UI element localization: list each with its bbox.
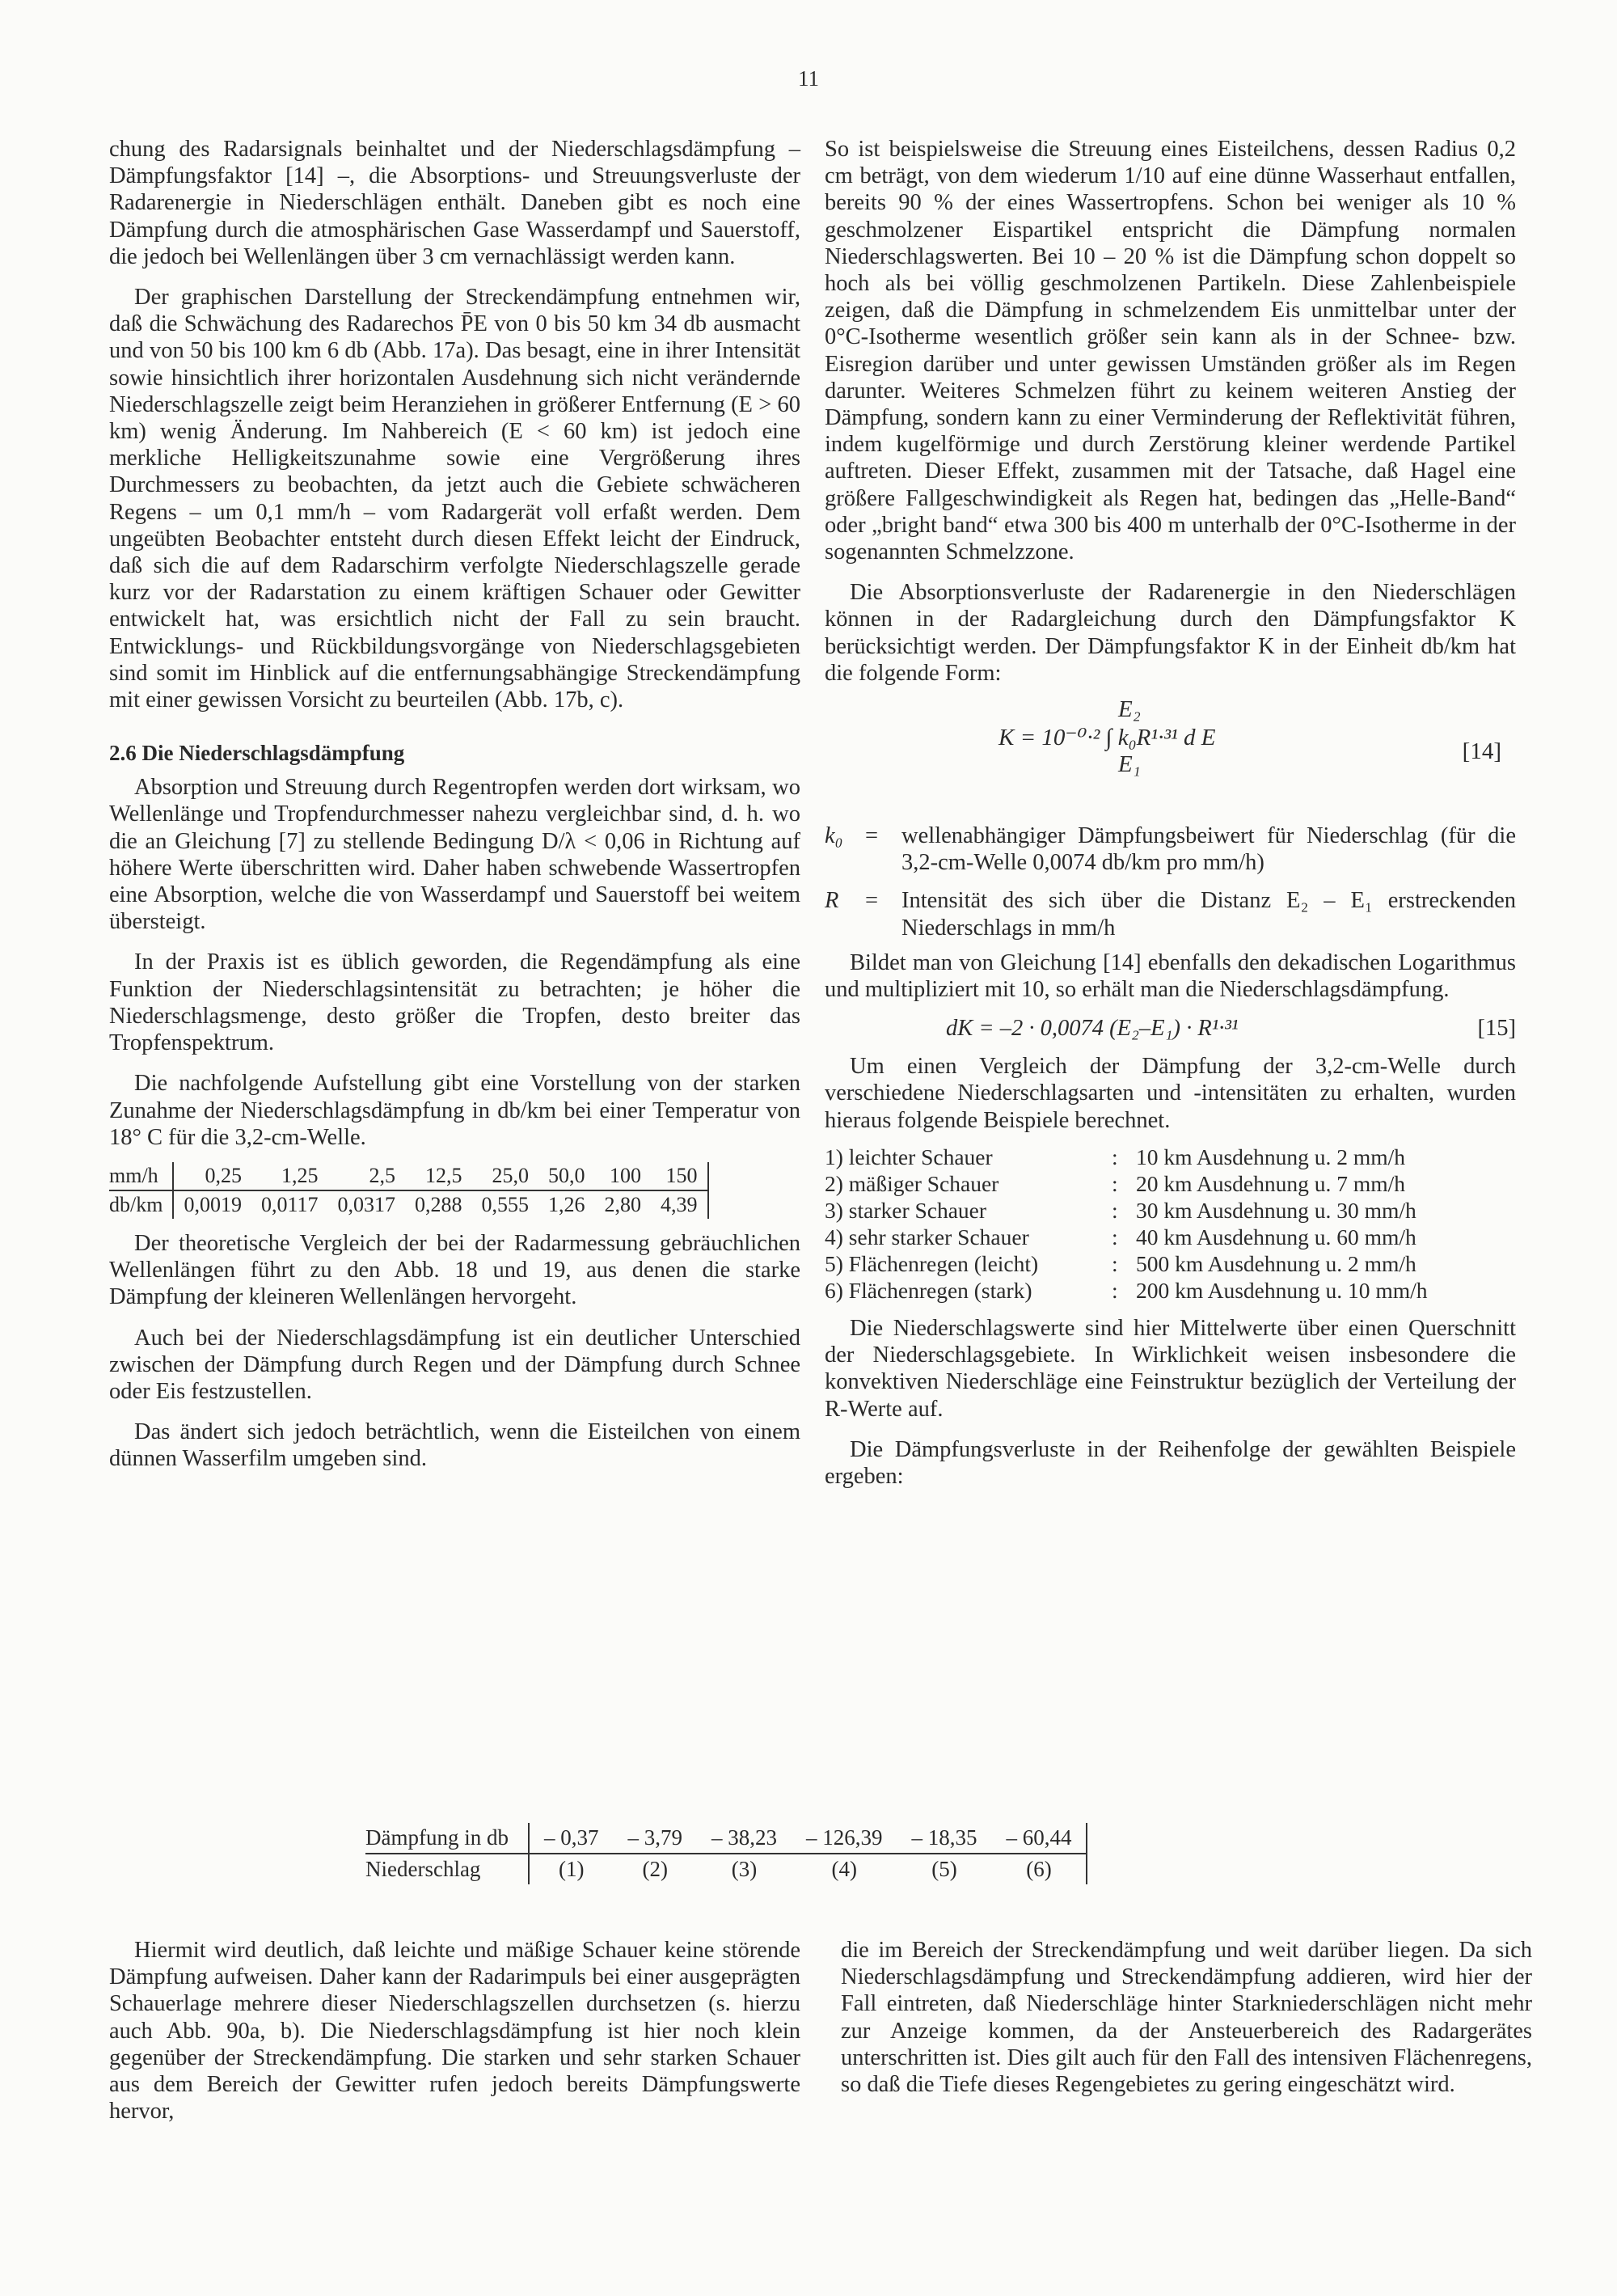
table-cell: 0,0019 <box>184 1192 242 1216</box>
paragraph: Auch bei der Niederschlagsdämpfung ist ein deutlicher Unterschied zwischen der Dämpfung durch Regen und der Dämpfung durch Schnee oder Eis festzustellen. <box>109 1325 800 1404</box>
table-row-label: Dämpfung in db <box>365 1823 529 1854</box>
table-row-label: Niederschlag <box>365 1854 529 1884</box>
paragraph: Bildet man von Gleichung [14] ebenfalls den dekadischen Logarithmus und multipliziert mit 10, so erhält man die Niederschlagsdämpfung. <box>825 949 1516 1003</box>
table-cell: 0,25 <box>173 1162 251 1190</box>
paragraph: In der Praxis ist es üblich geworden, die Regendämpfung als eine Funktion der Niederschlagsintensität zu betrachten; je höher die Niederschlagsmenge, desto größer die Tropfen, desto breiter das Tropfenspektrum. <box>109 949 800 1056</box>
paragraph: Die nachfolgende Aufstellung gibt eine Vorstellung von der starken Zunahme der Niederschlagsdämpfung in db/km bei einer Temperatur von 18° C für die 3,2-cm-Welle. <box>109 1071 800 1150</box>
table-cell: 0,0117 <box>260 1192 319 1216</box>
equation-body: K = 10⁻⁰·² ∫ k₀R¹·³¹ d E <box>998 725 1216 751</box>
equation-expression <box>998 696 1215 778</box>
colon: : <box>1112 1197 1118 1223</box>
table-cell: (3) <box>731 1857 758 1881</box>
table-row-label: mm/h <box>109 1162 173 1190</box>
example-name: 5) Flächenregen (leicht) <box>825 1250 1039 1276</box>
table-cell: – 38,23 <box>697 1823 792 1854</box>
symbol: k₀ <box>825 823 843 849</box>
table-cell: (2) <box>642 1857 668 1881</box>
example-value: 500 km Ausdehnung u. 2 mm/h <box>1136 1250 1416 1276</box>
table-cell: (1) <box>558 1857 585 1881</box>
equals-sign: = <box>865 823 879 849</box>
example-name: 1) leichter Schauer <box>825 1144 993 1169</box>
colon: : <box>1112 1250 1118 1276</box>
table-cell: 4,39 <box>651 1190 708 1219</box>
example-name: 2) mäßiger Schauer <box>825 1170 999 1196</box>
bottom-right-column <box>841 1937 1532 2098</box>
example-value: 10 km Ausdehnung u. 2 mm/h <box>1136 1144 1406 1169</box>
right-column <box>825 136 1516 1490</box>
paragraph: Der graphischen Darstellung der Streckendämpfung entnehmen wir, daß die Schwächung des Radarechos P̄E von 0 bis 50 km 34 db ausmacht und von 50 bis 100 km 6 db (Abb. 17a). Das besagt, eine in ihrer Intensität sowie hinsichtlich ihrer horizontalen Ausdehnung sich nicht verändernde Niederschlagszelle zeigt beim Heranziehen in größerer Entfernung (E > 60 km) wenig Änderung. Im Nahbereich (E < 60 km) ist jedoch eine merkliche Helligkeitszunahme sowie eine Vergrößerung ihres Durchmessers zu beobachten, da jetzt auch die Gebiete schwächeren Regens – um 0,1 mm/h – vom Radargerät voll erfaßt werden. Dem ungeübten Beobachter entsteht durch diesen Effekt leicht der Eindruck, daß sich die auf dem Radarschirm verfolgte Niederschlagszelle gerade kurz vor der Radarstation zu einem kräftigen Schauer oder Gewitter entwickelt hat, was ersichtlich nicht der Fall zu sein braucht. Entwicklungs- und Rückbildungsvorgänge von Niederschlagsgebieten sind somit im Hinblick auf die entfernungsabhängige Streckendämpfung mit einer gewissen Vorsicht zu beurteilen (Abb. 17b, c). <box>109 285 800 713</box>
list-item <box>825 1277 1516 1304</box>
equation-body: dK = –2 · 0,0074 (E₂–E₁) · R¹·³¹ <box>946 1016 1239 1042</box>
table-cell: 0,0317 <box>337 1192 395 1216</box>
left-column <box>109 136 800 1473</box>
definition-list <box>825 822 1516 941</box>
symbol: R <box>825 888 839 914</box>
definition-R <box>825 887 1516 941</box>
example-value: 40 km Ausdehnung u. 60 mm/h <box>1136 1224 1416 1249</box>
table-cell: 0,555 <box>481 1192 529 1216</box>
table-cell: 50,0 <box>538 1162 595 1190</box>
paragraph: Hiermit wird deutlich, daß leichte und mäßige Schauer keine störende Dämpfung aufweisen. Daher kann der Radarimpuls bei einer ausgeprägten Schauerlage mehrere dieser Niederschlagszellen durchsetzen (s. hierzu auch Abb. 90a, b). Die Niederschlagsdämpfung ist hier noch klein gegenüber der Streckendämpfung. Die starken und sehr starken Schauer aus dem Bereich der Gewitter rufen jedoch bereits Dämpfungswerte hervor, <box>109 1938 800 2125</box>
example-name: 3) starker Schauer <box>825 1197 987 1223</box>
paragraph: Der theoretische Vergleich der bei der Radarmessung gebräuchlichen Wellenlängen führt zu den Abb. 18 und 19, aus denen die starke Dämpfung der kleineren Wellenlängen hervorgeht. <box>109 1230 800 1310</box>
equation-number: [14] <box>1462 738 1501 765</box>
colon: : <box>1112 1224 1118 1249</box>
paragraph: Die Niederschlagswerte sind hier Mittelwerte über einen Querschnitt der Niederschlagsgebiete. In Wirklichkeit weisen insbesondere die konvektiven Niederschläge eine Feinstruktur bezüglich der Verteilung der R-Werte auf. <box>825 1315 1516 1422</box>
table-cell: (6) <box>991 1854 1087 1884</box>
equation-15 <box>825 1016 1516 1042</box>
paragraph: die im Bereich der Streckendämpfung und weit darüber liegen. Da sich Niederschlagsdämpfung und Streckendämpfung addieren, wird hier der Fall eintreten, daß Niederschläge hinter Starkniederschlägen nicht mehr zur Anzeige kommen, da der Ansteuerbereich des Radargerätes unterschritten ist. Dies gilt auch für den Fall des intensiven Flächenregens, so daß die Tiefe dieses Regengebietes zu gering eingeschätzt wird. <box>841 1938 1532 2098</box>
table-cell: 2,5 <box>328 1162 406 1190</box>
integral-upper-limit: E₂ <box>1118 696 1141 723</box>
list-item <box>825 1170 1516 1197</box>
attenuation-table <box>109 1162 709 1219</box>
integral-lower-limit: E₁ <box>1118 751 1141 778</box>
table-row-label: db/km <box>109 1190 173 1219</box>
colon: : <box>1112 1277 1118 1303</box>
attenuation-results-table <box>365 1823 1087 1884</box>
list-item <box>825 1250 1516 1277</box>
colon: : <box>1112 1144 1118 1169</box>
list-item <box>825 1197 1516 1224</box>
bottom-left-column <box>109 1937 800 2125</box>
example-value: 20 km Ausdehnung u. 7 mm/h <box>1136 1170 1406 1196</box>
example-value: 200 km Ausdehnung u. 10 mm/h <box>1136 1277 1428 1303</box>
table-cell: – 18,35 <box>897 1823 991 1854</box>
table-cell: 150 <box>651 1162 708 1190</box>
paragraph: Das ändert sich jedoch beträchtlich, wenn die Eisteilchen von einem dünnen Wasserfilm umgeben sind. <box>109 1419 800 1472</box>
paragraph: So ist beispielsweise die Streuung eines Eisteilchens, dessen Radius 0,2 cm beträgt, von dem wiederum 1/10 auf eine dünne Wasserhaut entfallen, bereits 90 % der eines Wassertropfens. Schon bei weniger als 10 % geschmolzener Eispartikel entspricht die Dämpfung normalen Niederschlagswerten. Bei 10 – 20 % ist die Dämpfung schon doppelt so hoch als bei völlig geschmolzenen Partikeln. Diese Zahlenbeispiele zeigen, daß die Dämpfung in schmelzendem Eis unmittelbar unter der 0°C-Isotherme wesentlich größer sein kann als in der Schnee- bzw. Eisregion darüber und unter gewissen Umständen größer als im Regen darunter. Weiteres Schmelzen führt zu keinem weiteren Anstieg der Dämpfung, sondern kann zu einer Verminderung der Reflektivität führen, indem kugelförmige und durch Zerstörung kleiner werdende Partikel auftreten. Dieser Effekt, zusammen mit der Tatsache, daß Hagel eine größere Fallgeschwindigkeit als Regen hat, bedingen das „Helle-Band“ oder „bright band“ etwa 300 bis 400 m unterhalb der 0°C-Isotherme in der sogenannten Schmelzzone. <box>825 137 1516 565</box>
example-value: 30 km Ausdehnung u. 30 mm/h <box>1136 1197 1416 1223</box>
example-name: 4) sehr starker Schauer <box>825 1224 1029 1249</box>
page-number: 11 <box>798 66 819 91</box>
table-cell: – 60,44 <box>991 1823 1087 1854</box>
table-cell: 0,288 <box>415 1192 462 1216</box>
table-cell: – 3,79 <box>613 1823 697 1854</box>
equation-number: [15] <box>1477 1016 1516 1042</box>
equals-sign: = <box>865 888 879 914</box>
definition-k0 <box>825 822 1516 876</box>
list-item <box>825 1144 1516 1170</box>
paragraph: chung des Radarsignals beinhaltet und der Niederschlagsdämpfung – Dämpfungsfaktor [14] –, die Absorptions- und Streuungsverluste der Radarenergie in Niederschlägen enthält. Daneben gibt es noch eine Dämpfung durch die atmosphärischen Gase Wasserdampf und Sauerstoff, die jedoch bei Wellenlängen über 3 cm vernachlässigt werden kann. <box>109 137 800 269</box>
table-cell: 100 <box>595 1162 652 1190</box>
paragraph: Die Absorptionsverluste der Radarenergie in den Niederschlägen können in der Radargleichung durch den Dämpfungsfaktor K berücksichtigt werden. Der Dämpfungsfaktor K in der Einheit db/km hat die folgende Form: <box>825 580 1516 686</box>
examples-list <box>825 1144 1516 1304</box>
definition-text: Intensität des sich über die Distanz E₂ – E₁ erstreckenden Niederschlags in mm/h <box>901 888 1516 941</box>
paragraph: Die Dämpfungsverluste in der Reihenfolge der gewählten Beispiele ergeben: <box>825 1436 1516 1489</box>
definition-text: wellenabhängiger Dämpfungsbeiwert für Niederschlag (für die 3,2-cm-Welle 0,0074 db/km pro mm/h) <box>901 823 1516 876</box>
table-cell: 12,5 <box>405 1162 472 1190</box>
paragraph: Absorption und Streuung durch Regentropfen werden dort wirksam, wo Wellenlänge und Tropfendurchmesser nahezu vergleichbar sind, d. h. wo die an Gleichung [7] zu stellende Bedingung D/λ < 0,06 in Richtung auf höhere Werte überschritten wird. Daher haben schwebende Wassertropfen eine Absorption, welche die von Wasserdampf und Sauerstoff bei weitem übersteigt. <box>109 775 800 935</box>
table-cell: 2,80 <box>604 1192 641 1216</box>
list-item <box>825 1224 1516 1250</box>
table-cell: – 126,39 <box>792 1823 897 1854</box>
table-cell: 25,0 <box>472 1162 539 1190</box>
paragraph: Um einen Vergleich der Dämpfung der 3,2-cm-Welle durch verschiedene Niederschlagsarten und -intensitäten zu erhalten, wurden hieraus folgende Beispiele berechnet. <box>825 1054 1516 1133</box>
colon: : <box>1112 1170 1118 1196</box>
table-cell: (5) <box>931 1857 957 1881</box>
table-cell: – 0,37 <box>529 1823 614 1854</box>
table-cell: 1,26 <box>548 1192 585 1216</box>
table-cell: (4) <box>831 1857 857 1881</box>
section-heading: 2.6 Die Niederschlagsdämpfung <box>109 741 405 766</box>
table-cell: 1,25 <box>251 1162 328 1190</box>
example-name: 6) Flächenregen (stark) <box>825 1277 1032 1303</box>
equation-14 <box>825 696 1516 810</box>
